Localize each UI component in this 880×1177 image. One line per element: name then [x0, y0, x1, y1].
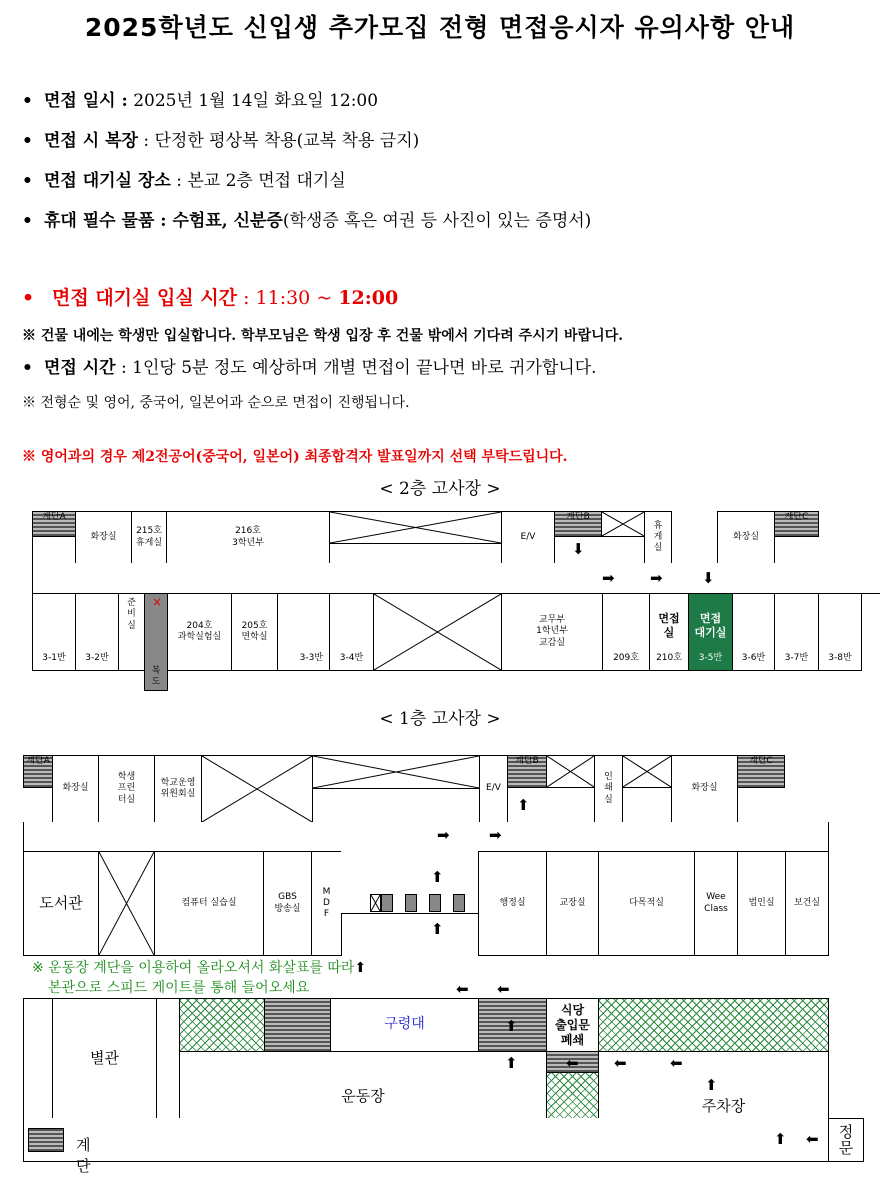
parking-lot: 주차장: [598, 1051, 829, 1119]
wee-class: Wee Class: [694, 851, 738, 956]
arrow-right-icon: ➡: [602, 569, 615, 587]
stair-a-1f: 계단A: [23, 755, 53, 788]
interview-room-label: 면접 실: [658, 612, 680, 639]
speed-gate: [453, 894, 465, 912]
route-guide-line2: 본관으로 스피드 게이트를 통해 들어오세요: [48, 980, 310, 996]
green-area: [546, 1072, 599, 1119]
admin-office: 행정실: [478, 851, 547, 956]
arrow-up-icon: ⬆: [774, 1130, 787, 1148]
class-3-6: 3-6반: [732, 593, 775, 671]
required-items: • 휴대 필수 물품 : 수험표, 신분증(학생증 혹은 여권 등 사진이 있는 증명서): [22, 211, 592, 231]
arrow-left-icon: ⬅: [497, 980, 510, 998]
arrow-up-icon: ⬆: [431, 868, 444, 886]
corridor-1f: [23, 822, 829, 852]
corridor-2f: [32, 563, 880, 594]
health-room: 보건실: [785, 851, 829, 956]
restroom-1f-west: 화장실: [52, 755, 99, 823]
arrow-up-icon: ⬆: [431, 920, 444, 938]
room-216: 216호 3학년부: [166, 511, 330, 564]
arrow-left-icon: ⬅: [670, 1054, 683, 1072]
arrow-down-icon: ⬇: [572, 540, 585, 558]
green-area: [598, 998, 829, 1052]
podium: 구령대: [330, 998, 479, 1052]
broadcast-room: GBS 방송실: [263, 851, 312, 956]
class-3-2: 3-2반: [75, 593, 119, 671]
page-title: 2025학년도 신입생 추가모집 전형 면접응시자 유의사항 안내: [84, 13, 796, 42]
room-204: 204호 과학실험실: [167, 593, 232, 671]
elevator-1f: E/V: [479, 755, 508, 823]
annex-building: 별관: [52, 998, 157, 1119]
lounge-2f: 휴 게 실: [644, 511, 672, 564]
stair-b-1f: 계단B: [507, 755, 547, 788]
room-210-number: 210호: [656, 652, 682, 663]
arrow-right-icon: ➡: [437, 826, 450, 844]
speed-gate: [405, 894, 417, 912]
english-notice: ※ 영어과의 경우 제2전공어(중국어, 일본어) 최종합격자 발표일까지 선택 부탁드립니다.: [22, 449, 568, 465]
blocked-mark: ×: [152, 595, 163, 609]
class-3-7: 3-7반: [774, 593, 819, 671]
road: [23, 1118, 829, 1162]
void-1f-c: [546, 755, 595, 788]
class-3-3: 3-3반: [277, 593, 330, 671]
arrow-up-icon: ⬆: [505, 1017, 518, 1035]
floor1-heading: < 1층 고사장 >: [379, 709, 501, 729]
arrow-right-icon: ➡: [489, 826, 502, 844]
arrow-right-icon: ➡: [650, 569, 663, 587]
floor2-heading: < 2층 고사장 >: [379, 479, 501, 499]
void-1f-b: [312, 755, 480, 789]
arrow-up-icon: ⬆: [354, 960, 367, 976]
restroom-2f-east: 화장실: [717, 511, 775, 564]
main-gate: 정 문: [828, 1118, 864, 1162]
interview-room: [649, 593, 689, 671]
arrow-up-icon: ⬆: [705, 1076, 718, 1094]
room-205: 205호 면학실: [231, 593, 278, 671]
dress-code: • 면접 시 복장 : 단정한 평상복 착용(교복 착용 금지): [22, 131, 420, 151]
class-3-4: 3-4반: [329, 593, 374, 671]
order-notice: ※ 전형순 및 영어, 중국어, 일본어과 순으로 면접이 진행됩니다.: [22, 395, 410, 411]
stair-legend-icon: [28, 1128, 64, 1152]
cafeteria-closed: 식당 출입문 폐쇄: [546, 998, 599, 1052]
speed-gate: [381, 894, 393, 912]
room-215: 215호 휴게실: [131, 511, 167, 564]
arrow-left-icon: ⬅: [614, 1054, 627, 1072]
gate-box: [370, 894, 381, 912]
waiting-room-label: 면접 대기실: [694, 612, 727, 639]
arrow-left-icon: ⬅: [806, 1130, 819, 1148]
multipurpose-room: 다목적실: [598, 851, 695, 956]
stair-a-2f: 계단A: [32, 511, 76, 537]
interview-waiting-room: [688, 593, 733, 671]
route-guide: [32, 958, 366, 998]
parent-notice: ※ 건물 내에는 학생만 입실합니다. 학부모님은 학생 입장 후 건물 밖에서 기다려 주시기 바랍니다.: [22, 328, 624, 344]
void-2f-small: [601, 511, 645, 537]
stair-c-2f: 계단C: [774, 511, 819, 537]
interview-date: • 면접 일시 : 2025년 1월 14일 화요일 12:00: [22, 91, 379, 111]
restroom-1f-east: 화장실: [671, 755, 738, 823]
stair-legend-label: 계단: [76, 1136, 91, 1175]
annex-side: [156, 998, 180, 1119]
arrow-left-icon: ⬅: [456, 980, 469, 998]
void-2f-bottom: [373, 593, 502, 671]
staff-office-2f: 교무부 1학년부 교감실: [501, 593, 603, 671]
arrow-left-icon: ⬅: [566, 1054, 579, 1072]
green-area: [179, 998, 265, 1052]
route-guide-line1: ※ 운동장 계단을 이용하여 올라오셔서 화살표를 따라⬆: [32, 960, 367, 976]
stair-a-2f-gap: [32, 537, 76, 564]
waiting-room-location: • 면접 대기실 장소 : 본교 2층 면접 대기실: [22, 171, 346, 191]
speed-gate: [429, 894, 441, 912]
stair-stage-west: [264, 998, 331, 1052]
student-print-room: 학생 프린 터실: [98, 755, 155, 823]
hallway-2f: 복 도: [144, 593, 168, 691]
principal-office: 교장실: [546, 851, 599, 956]
computer-lab: 컴퓨터 실습실: [154, 851, 264, 956]
void-1f-d: [622, 755, 672, 788]
void-2f-top: [329, 511, 502, 544]
playground: 운동장: [179, 1051, 547, 1119]
elevator-2f: E/V: [501, 511, 555, 564]
stair-b-2f: 계단B: [554, 511, 602, 537]
void-1f-e: [98, 851, 155, 956]
print-room: 인 쇄 실: [594, 755, 623, 823]
class-3-5: 3-5반: [698, 652, 723, 663]
committee-room: 학교운영 위원회실: [154, 755, 202, 823]
mdf-room: M D F: [311, 851, 342, 956]
entry-time: • 면접 대기실 입실 시간 : 11:30 ~ 12:00: [22, 287, 399, 309]
void-1f-a: [201, 755, 313, 823]
corporate-office: 법인실: [737, 851, 786, 956]
class-3-8: 3-8반: [818, 593, 862, 671]
arrow-up-icon: ⬆: [505, 1054, 518, 1072]
prep-room-2f: 준 비 실: [118, 593, 145, 671]
library: 도서관: [23, 851, 99, 956]
restroom-2f-west: 화장실: [75, 511, 132, 564]
class-3-1: 3-1반: [32, 593, 76, 671]
interview-duration: • 면접 시간 : 1인당 5분 정도 예상하며 개별 면접이 끝나면 바로 귀가합니다.: [22, 358, 597, 378]
arrow-down-icon: ⬇: [702, 569, 715, 587]
arrow-up-icon: ⬆: [517, 796, 530, 814]
stair-c-1f: 계단C: [737, 755, 785, 788]
room-209: 209호: [602, 593, 650, 671]
